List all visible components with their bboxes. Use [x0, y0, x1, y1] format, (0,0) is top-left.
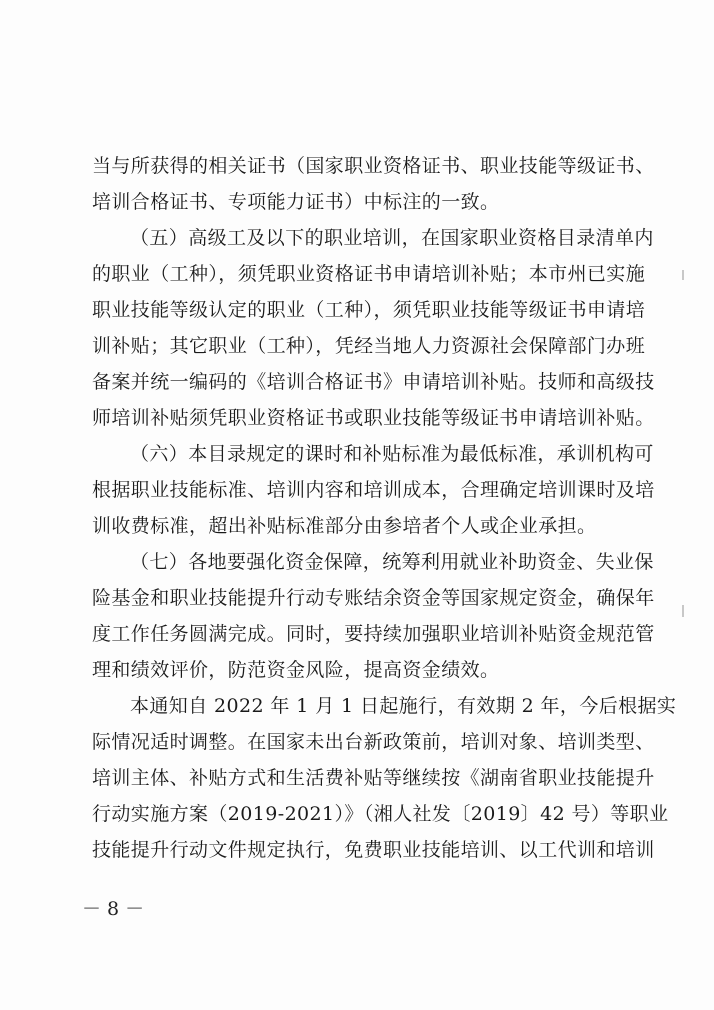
text-line: 行动实施方案（2019-2021）》（湘人社发〔2019〕42 号）等职业	[92, 803, 669, 825]
text-line: 培训合格证书、专项能力证书）中标注的一致。	[92, 191, 500, 213]
text-line: 当与所获得的相关证书（国家职业资格证书、职业技能等级证书、	[92, 155, 655, 177]
text-line: 职业技能等级认定的职业（工种），须凭职业技能等级证书申请培	[92, 299, 646, 321]
text-line: 理和绩效评价，防范资金风险，提高资金绩效。	[92, 659, 500, 681]
text-line: 度工作任务圆满完成。同时，要持续加强职业培训补贴资金规范管	[92, 623, 655, 645]
text-line: 训收费标准，超出补贴标准部分由参培者个人或企业承担。	[92, 515, 597, 537]
text-line: 备案并统一编码的《培训合格证书》申请培训补贴。技师和高级技	[92, 371, 655, 393]
paragraph-start-line: （六）本目录规定的课时和补贴标准为最低标准，承训机构可	[130, 443, 654, 465]
scan-artifact	[682, 605, 684, 617]
text-line: 培训主体、补贴方式和生活费补贴等继续按《湖南省职业技能提升	[92, 767, 655, 789]
paragraph-start-line: （七）各地要强化资金保障，统筹利用就业补助资金、失业保	[130, 551, 654, 573]
paragraph-start-line: 本通知自 2022 年 1 月 1 日起施行，有效期 2 年，今后根据实	[130, 695, 677, 717]
text-line: 训补贴；其它职业（工种），凭经当地人力资源社会保障部门办班	[92, 335, 646, 357]
text-line: 师培训补贴须凭职业资格证书或职业技能等级证书申请培训补贴。	[92, 407, 655, 429]
text-line: 险基金和职业技能提升行动专账结余资金等国家规定资金，确保年	[92, 587, 655, 609]
text-line: 根据职业技能标准、培训内容和培训成本，合理确定培训课时及培	[92, 479, 655, 501]
scan-artifact	[682, 270, 684, 280]
text-line: 技能提升行动文件规定执行，免费职业技能培训、以工代训和培训	[92, 839, 655, 861]
text-line: 际情况适时调整。在国家未出台新政策前，培训对象、培训类型、	[92, 731, 655, 753]
document-body	[92, 148, 677, 868]
text-line: 的职业（工种），须凭职业资格证书申请培训补贴；本市州已实施	[92, 263, 646, 285]
paragraph-start-line: （五）高级工及以下的职业培训，在国家职业资格目录清单内	[130, 227, 654, 249]
page-number: － 8 －	[82, 898, 145, 920]
